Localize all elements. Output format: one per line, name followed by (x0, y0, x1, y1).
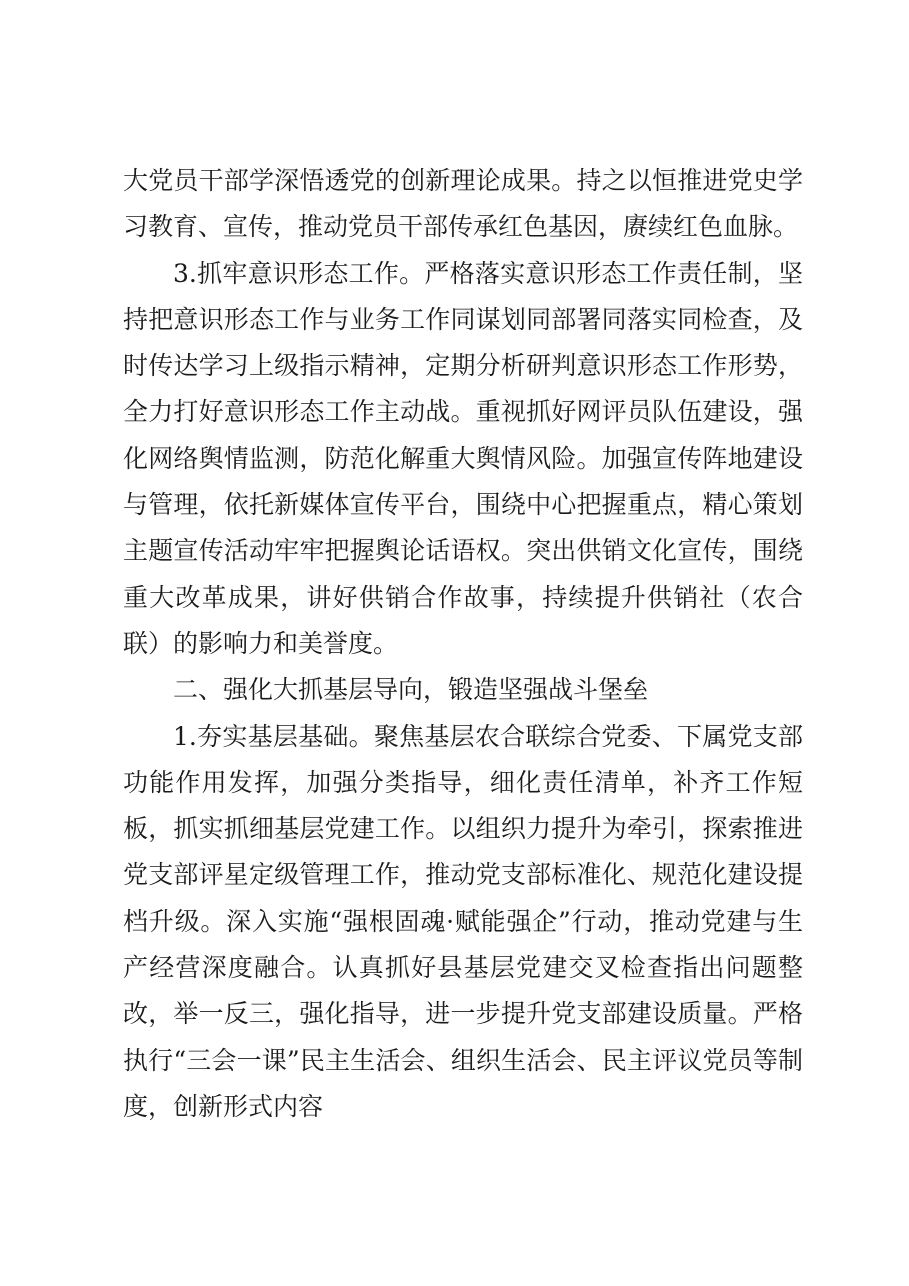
section-heading: 二、强化大抓基层导向，锻造坚强战斗堡垒 (173, 675, 649, 705)
paragraph-grassroots-foundation: 1.夯实基层基础。聚焦基层农合联综合党委、下属党支部功能作用发挥，加强分类指导，细化责任清单，补齐工作短板，抓实抓细基层党建工作。以组织力提升为牵引，探索推进党支部评星定级管理工作，推动党支部标准化、规范化建设提档升级。深入实施“强根固魂·赋能强企”行动，推动党建与生产经营深度融合。认真抓好县基层党建交叉检查指出问题整改，举一反三，强化指导，进一步提升党支部建设质量。严格执行“三会一课”民主生活会、组织生活会、民主评议党员等制度，创新形式内容 (123, 721, 803, 1121)
document-body (123, 158, 803, 1130)
paragraph-continuation: 大党员干部学深悟透党的创新理论成果。持之以恒推进党史学习教育、宣传，推动党员干部传承红色基因，赓续红色血脉。 (123, 166, 803, 242)
paragraph-ideology-work: 3.抓牢意识形态工作。严格落实意识形态工作责任制，坚持把意识形态工作与业务工作同谋划同部署同落实同检查，及时传达学习上级指示精神，定期分析研判意识形态工作形势，全力打好意识形态工作主动战。重视抓好网评员队伍建设，强化网络舆情监测，防范化解重大舆情风险。加强宣传阵地建设与管理，依托新媒体宣传平台，围绕中心把握重点，精心策划主题宣传活动牢牢把握舆论话语权。突出供销文化宣传，围绕重大改革成果，讲好供销合作故事，持续提升供销社（农合联）的影响力和美誉度。 (123, 258, 803, 658)
